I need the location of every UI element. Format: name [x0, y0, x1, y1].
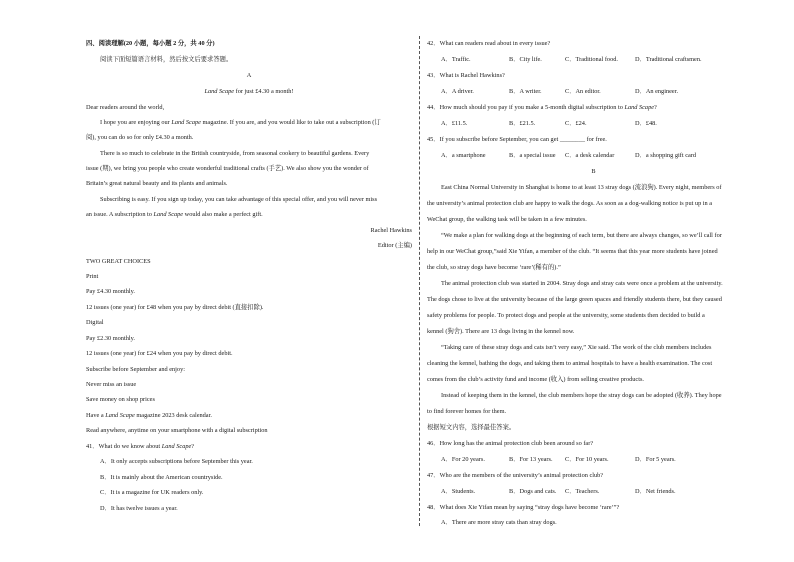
- section-heading: 四、阅读理解(20 小题，每小题 2 分，共 40 分): [86, 40, 215, 47]
- text-run: ?: [654, 104, 657, 111]
- digital-label: Digital: [86, 319, 104, 326]
- paragraph-line: WeChat group, the walking task will be taken in a few minutes.: [427, 216, 587, 223]
- paragraph-line: comes from the club’s activity fund and income (收入) from selling creative products.: [427, 376, 645, 383]
- paragraph-line: The dogs chose to live at the university because of the large green spaces and friendly students there, but they caused: [427, 296, 722, 303]
- q43-option-c: C．An editor.: [565, 88, 601, 95]
- magazine-name: Land Scape: [171, 119, 201, 126]
- paragraph-line: help in our WeChat group,”said Xie Yifan, a member of the club. “It seems that this year more students have joined: [427, 248, 718, 255]
- right-column: [427, 38, 760, 524]
- q46-option-b: B．For 13 years.: [509, 456, 553, 463]
- question-46-stem: 46．How long has the animal protection club been around so far?: [427, 440, 594, 447]
- benefit-item: [86, 413, 212, 419]
- passage-a-subtitle: [86, 89, 412, 95]
- choices-heading: TWO GREAT CHOICES: [86, 258, 151, 265]
- paragraph-line: to find forever homes for them.: [427, 408, 507, 415]
- q44-option-a: A．£11.5.: [441, 120, 468, 127]
- subtitle-rest: for just £4.30 a month!: [234, 88, 294, 95]
- paragraph-line: East China Normal University in Shanghai is home to at least 13 stray dogs (流浪狗). Every night, members of: [441, 184, 722, 191]
- paragraph-line: [86, 212, 263, 218]
- paragraph-line: kennel (狗舍). There are 13 dogs living in the kennel now.: [427, 328, 575, 335]
- q42-option-a: A．Traffic.: [441, 56, 471, 63]
- q42-option-b: B．City life.: [509, 56, 542, 63]
- digital-monthly: Pay £2.30 monthly.: [86, 335, 135, 342]
- magazine-name: Land Scape: [624, 104, 655, 111]
- magazine-name: Land Scape: [153, 211, 184, 218]
- text-run: magazine. If you are, and you would like to take out a subscription (订: [200, 119, 381, 126]
- q41-option-a: A．It only accepts subscriptions before September this year.: [100, 458, 253, 465]
- column-divider: [419, 36, 420, 526]
- q43-option-d: D．An engineer.: [635, 88, 679, 95]
- greeting: Dear readers around the world,: [86, 104, 165, 111]
- paragraph-line: Instead of keeping them in the kennel, the club members hope the stray dogs can be adopted (收养). They hope: [441, 392, 722, 399]
- q46-option-a: A．For 20 years.: [441, 456, 485, 463]
- q44-option-d: D．£48.: [635, 120, 657, 127]
- q44-option-c: C．£24.: [565, 120, 587, 127]
- paragraph-line: “Taking care of these stray dogs and cats isn’t very easy,” Xie said. The work of the club members includes: [441, 344, 712, 351]
- paragraph-line: The animal protection club was started in 2004. Stray dogs and stray cats were once a problem at the university.: [441, 280, 723, 287]
- question-45-stem: 45．If you subscribe before September, you can get ________ for free.: [427, 136, 607, 143]
- passage-b-instruction: 根据短文内容，选择最佳答案。: [427, 424, 516, 431]
- q43-option-a: A．A driver.: [441, 88, 474, 95]
- print-monthly: Pay £4.30 monthly.: [86, 288, 135, 295]
- magazine-name: Land Scape: [161, 443, 192, 450]
- print-annual: 12 issues (one year) for £48 when you pay by direct debit (直接扣除).: [86, 304, 264, 311]
- text-run: 44．How much should you pay if you make a 5-month digital subscription to: [427, 104, 625, 111]
- signature-title: Editor (主编): [377, 242, 412, 249]
- reading-instruction: 阅读下面短篇语言材料，然后按文后要求答题。: [100, 56, 233, 63]
- question-48-stem: 48．What does Xie Yifan mean by saying “stray dogs have become ‘rare’”?: [427, 504, 620, 511]
- q47-option-d: D．Net friends.: [635, 488, 676, 495]
- q47-option-b: B．Dogs and cats.: [509, 488, 557, 495]
- question-47-stem: 47．Who are the members of the university’s animal protection club?: [427, 472, 604, 479]
- benefit-item: Read anywhere, anytime on your smartphone with a digital subscription: [86, 427, 268, 434]
- paragraph-line: Subscribing is easy. If you sign up today, you can take advantage of this special offer, and you will never miss: [100, 196, 378, 203]
- magazine-name: Land Scape: [204, 88, 235, 95]
- q48-option-a: A．There are more stray cats than stray dogs.: [441, 519, 557, 526]
- benefit-item: Never miss an issue: [86, 381, 137, 388]
- passage-b-label: B: [591, 168, 596, 175]
- q42-option-c: C．Traditional food.: [565, 56, 618, 63]
- text-run: 41．What do we know about: [86, 443, 162, 450]
- paragraph-line: There is so much to celebrate in the British countryside, from seasonal cookery to beautiful gardens. Every: [100, 150, 370, 157]
- q47-option-c: C．Teachers.: [565, 488, 600, 495]
- benefit-item: Save money on shop prices: [86, 396, 155, 403]
- left-column: [86, 38, 412, 524]
- signature-name: Rachel Hawkins: [370, 227, 412, 234]
- benefits-intro: Subscribe before September and enjoy:: [86, 366, 185, 373]
- text-run: magazine 2023 desk calendar.: [134, 412, 212, 419]
- q46-option-d: D．For 5 years.: [635, 456, 676, 463]
- text-run: would also make a perfect gift.: [183, 211, 263, 218]
- q44-option-b: B．£21.5.: [509, 120, 536, 127]
- q41-option-b: B．It is mainly about the American countryside.: [100, 474, 223, 481]
- paragraph-line: safety problems for people. To protect dogs and people at the university, some students then decided to build a: [427, 312, 705, 319]
- paragraph-line: [100, 120, 381, 126]
- question-41-stem: [86, 444, 194, 450]
- paragraph-line: the university’s animal protection club are happy to walk the dogs. As soon as a dog-walking notice is put up in a: [427, 200, 713, 207]
- text-run: an issue. A subscription to: [86, 211, 154, 218]
- question-43-stem: 43．What is Rachel Hawkins?: [427, 72, 505, 79]
- paragraph-line: 阅), you can do so for only £4.30 a month.: [86, 134, 194, 141]
- paragraph-line: cleaning the kennel, bathing the dogs, and taking them to animal hospitals to have a health examination. The cost: [427, 360, 713, 367]
- q46-option-c: C．For 10 years.: [565, 456, 609, 463]
- q42-option-d: D．Traditional craftsmen.: [635, 56, 702, 63]
- text-run: Have a: [86, 412, 106, 419]
- paragraph-line: Britain’s great natural beauty and its plants and animals.: [86, 180, 228, 187]
- q41-option-c: C．It is a magazine for UK readers only.: [100, 489, 204, 496]
- question-42-stem: 42．What can readers read about in every issue?: [427, 40, 551, 47]
- q45-option-a: A．a smartphone: [441, 152, 486, 159]
- magazine-name: Land Scape: [105, 412, 135, 419]
- paragraph-line: the club, so stray dogs have become ‘rare’(稀有的).”: [427, 264, 561, 271]
- q43-option-b: B．A writer.: [509, 88, 542, 95]
- paragraph-line: “We make a plan for walking dogs at the beginning of each term, but there are always changes, so we’ll call for: [441, 232, 722, 239]
- text-run: ?: [191, 443, 195, 450]
- q47-option-a: A．Students.: [441, 488, 476, 495]
- q45-option-c: C．a desk calendar: [565, 152, 615, 159]
- print-label: Print: [86, 273, 99, 280]
- q45-option-d: D．a shopping gift card: [635, 152, 697, 159]
- paragraph-line: issue (期), we bring you people who create wonderful traditional crafts (手艺). We also show you the wonder of: [86, 165, 369, 172]
- text-run: I hope you are enjoying our: [100, 119, 172, 126]
- q41-option-d: D．It has twelve issues a year.: [100, 505, 178, 512]
- question-44-stem: [427, 105, 657, 111]
- q45-option-b: B．a special issue: [509, 152, 556, 159]
- digital-annual: 12 issues (one year) for £24 when you pay by direct debit.: [86, 350, 233, 357]
- passage-a-label: A: [246, 72, 252, 79]
